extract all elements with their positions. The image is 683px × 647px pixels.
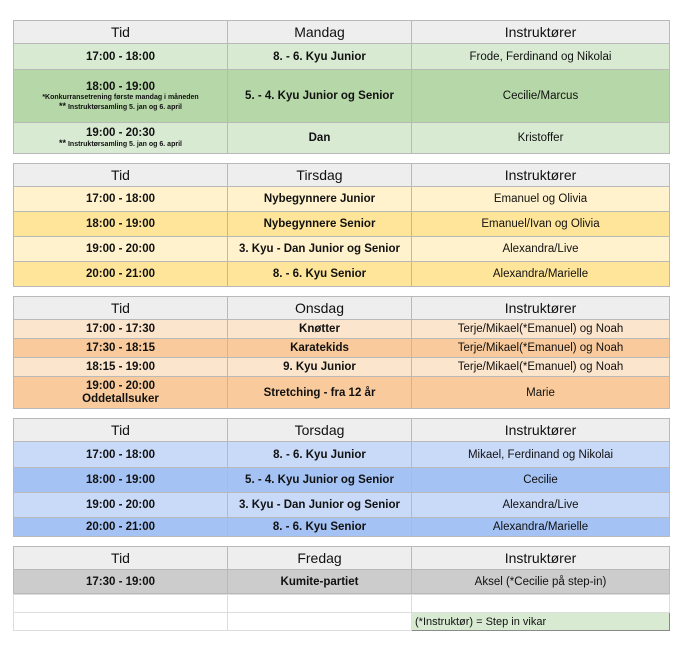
class-cell: 3. Kyu - Dan Junior og Senior [228, 237, 412, 262]
legend-row [14, 613, 670, 631]
instructor-cell: Frode, Ferdinand og Nikolai [412, 44, 670, 70]
empty-cell [412, 595, 670, 613]
time-cell [14, 70, 228, 123]
time-cell: 19:00 - 20:00 [14, 493, 228, 518]
header-row [14, 164, 670, 187]
time-cell [14, 377, 228, 409]
header-instruktorer: Instruktører [412, 419, 670, 442]
note-text [18, 102, 223, 112]
time-cell: 17:30 - 19:00 [14, 570, 228, 594]
table-row [14, 442, 670, 468]
header-tid: Tid [14, 164, 228, 187]
class-cell: 8. - 6. Kyu Senior [228, 262, 412, 287]
time-cell: 17:00 - 18:00 [14, 442, 228, 468]
time-cell: 20:00 - 21:00 [14, 518, 228, 537]
empty-cell [228, 613, 412, 631]
table-row [14, 123, 670, 154]
table-row [14, 44, 670, 70]
fredag-table [13, 546, 670, 594]
empty-row [14, 595, 670, 613]
header-day: Torsdag [228, 419, 412, 442]
class-cell: Kumite-partiet [228, 570, 412, 594]
table-row [14, 570, 670, 594]
time-text: 18:00 - 19:00 [85, 80, 156, 93]
header-tid: Tid [14, 21, 228, 44]
header-row [14, 419, 670, 442]
time-text: 19:00 - 20:30 [85, 127, 156, 139]
header-instruktorer: Instruktører [412, 547, 670, 570]
time-cell: 18:00 - 19:00 [14, 212, 228, 237]
header-tid: Tid [14, 297, 228, 320]
header-instruktorer: Instruktører [412, 21, 670, 44]
time-cell: 18:15 - 19:00 [14, 358, 228, 377]
empty-cell [14, 613, 228, 631]
instructor-cell: Emanuel og Olivia [412, 187, 670, 212]
instructor-cell: Cecilie/Marcus [412, 70, 670, 123]
header-row [14, 547, 670, 570]
mandag-table [13, 20, 670, 154]
table-row [14, 237, 670, 262]
instructor-cell: Mikael, Ferdinand og Nikolai [412, 442, 670, 468]
onsdag-table [13, 296, 670, 409]
class-cell: Nybegynnere Senior [228, 212, 412, 237]
header-row [14, 21, 670, 44]
instructor-cell: Aksel (*Cecilie på step-in) [412, 570, 670, 594]
table-row [14, 358, 670, 377]
class-cell: Knøtter [228, 320, 412, 339]
class-cell: 5. - 4. Kyu Junior og Senior [228, 468, 412, 493]
spacer [13, 537, 669, 546]
class-cell: Dan [228, 123, 412, 154]
note-star: ** [59, 138, 67, 148]
header-tid: Tid [14, 547, 228, 570]
note-star: ** [59, 100, 67, 111]
instructor-cell: Terje/Mikael(*Emanuel) og Noah [412, 339, 670, 358]
time-text: 19:00 - 20:00 [85, 379, 156, 392]
table-row [14, 468, 670, 493]
instructor-cell: Emanuel/Ivan og Olivia [412, 212, 670, 237]
time-cell: 17:30 - 18:15 [14, 339, 228, 358]
note-text [18, 139, 223, 149]
tirsdag-table [13, 163, 670, 287]
table-row [14, 320, 670, 339]
class-cell: Stretching - fra 12 år [228, 377, 412, 409]
instructor-cell: Kristoffer [412, 123, 670, 154]
table-row [14, 518, 670, 537]
instructor-cell: Alexandra/Live [412, 237, 670, 262]
header-day: Fredag [228, 547, 412, 570]
torsdag-table [13, 418, 670, 537]
time-cell: 17:00 - 18:00 [14, 187, 228, 212]
note-body: Instruktørsamling 5. jan og 6. april [66, 141, 182, 148]
note-text: *Konkurransetrening første mandag i måneden [42, 93, 199, 101]
class-cell: Karatekids [228, 339, 412, 358]
instructor-cell: Alexandra/Marielle [412, 262, 670, 287]
time-cell: 20:00 - 21:00 [14, 262, 228, 287]
class-cell: 8. - 6. Kyu Junior [228, 442, 412, 468]
header-tid: Tid [14, 419, 228, 442]
header-instruktorer: Instruktører [412, 164, 670, 187]
table-row [14, 212, 670, 237]
table-row [14, 493, 670, 518]
table-row [14, 187, 670, 212]
instructor-cell: Terje/Mikael(*Emanuel) og Noah [412, 358, 670, 377]
empty-cell [14, 595, 228, 613]
header-instruktorer: Instruktører [412, 297, 670, 320]
time-cell: 19:00 - 20:00 [14, 237, 228, 262]
table-row [14, 377, 670, 409]
table-row [14, 262, 670, 287]
instructor-cell: Alexandra/Marielle [412, 518, 670, 537]
instructor-cell: Marie [412, 377, 670, 409]
class-cell: 8. - 6. Kyu Junior [228, 44, 412, 70]
class-cell: Nybegynnere Junior [228, 187, 412, 212]
time-subtext: Oddetallsuker [82, 392, 159, 405]
spacer [13, 409, 669, 418]
table-row [14, 339, 670, 358]
class-cell: 8. - 6. Kyu Senior [228, 518, 412, 537]
empty-cell [228, 595, 412, 613]
class-cell: 9. Kyu Junior [228, 358, 412, 377]
time-cell: 18:00 - 19:00 [14, 468, 228, 493]
note-body: Instruktørsamling 5. jan og 6. april [66, 103, 182, 111]
class-cell: 5. - 4. Kyu Junior og Senior [228, 70, 412, 123]
header-day: Onsdag [228, 297, 412, 320]
table-row [14, 70, 670, 123]
instructor-cell: Cecilie [412, 468, 670, 493]
instructor-cell: Alexandra/Live [412, 493, 670, 518]
header-day: Mandag [228, 21, 412, 44]
spacer [13, 287, 669, 296]
class-cell: 3. Kyu - Dan Junior og Senior [228, 493, 412, 518]
spacer [13, 154, 669, 163]
header-row [14, 297, 670, 320]
time-cell: 17:00 - 17:30 [14, 320, 228, 339]
schedule-sheet [13, 20, 669, 631]
header-day: Tirsdag [228, 164, 412, 187]
time-cell [14, 123, 228, 154]
instructor-cell: Terje/Mikael(*Emanuel) og Noah [412, 320, 670, 339]
legend-cell: (*Instruktør) = Step in vikar [412, 613, 670, 631]
time-cell: 17:00 - 18:00 [14, 44, 228, 70]
footer-table [13, 594, 670, 631]
